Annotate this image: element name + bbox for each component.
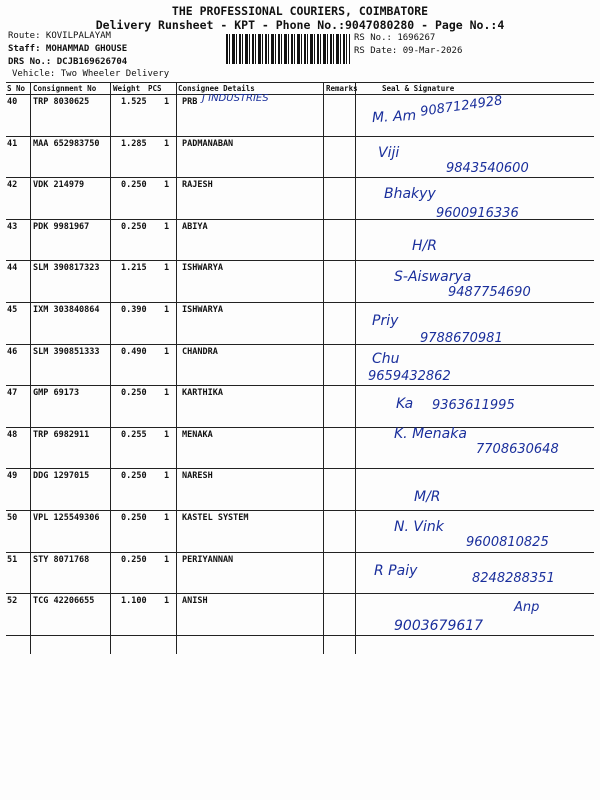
- col-divider: [110, 82, 111, 654]
- col-header-pcs: PCS: [148, 84, 162, 93]
- handwritten-phone-number: 9363611995: [432, 398, 515, 414]
- row-pcs: 1: [164, 97, 170, 107]
- row-sno: 51: [7, 554, 18, 565]
- row-sno: 46: [7, 346, 18, 357]
- row-pcs: 1: [164, 180, 170, 191]
- handwritten-phone-number: 9600810825: [466, 535, 549, 550]
- handwritten-phone-number: Anp: [514, 600, 540, 616]
- row-consignee-name: ISHWARYA: [182, 263, 223, 274]
- row-pcs: 1: [164, 513, 170, 523]
- row-weight: 1.100: [121, 596, 147, 607]
- row-weight: 0.250: [121, 180, 147, 191]
- col-header-weight: Weight: [113, 84, 141, 93]
- row-consignment-no: SLM 390851333: [33, 346, 100, 357]
- row-consignee-name: MENAKA: [182, 429, 213, 440]
- row-consignment-no: STY 8071768: [33, 554, 90, 565]
- row-divider: [6, 552, 594, 553]
- row-consignment-no: TRP 8030625: [33, 97, 90, 107]
- handwritten-signature: N. Vink: [394, 519, 444, 535]
- handwritten-signature: Bhakyy: [384, 186, 436, 203]
- col-divider: [323, 82, 324, 654]
- staff-label: Staff: MOHAMMAD GHOUSE: [8, 44, 128, 54]
- row-consignee-name: CHANDRA: [182, 346, 218, 357]
- row-consignment-no: VPL 125549306: [33, 513, 100, 523]
- row-consignee-name: KASTEL SYSTEM: [182, 513, 249, 523]
- handwritten-signature: K. Menaka: [394, 425, 467, 442]
- row-consignee-name: RAJESH: [182, 180, 213, 191]
- col-header-seal: Seal & Signature: [382, 84, 455, 93]
- row-divider: [6, 344, 594, 345]
- row-sno: 49: [7, 471, 18, 482]
- handwritten-signature: Ka: [396, 396, 414, 413]
- row-divider: [6, 177, 594, 178]
- row-consignment-no: TRP 6982911: [33, 429, 90, 440]
- row-consignee-name: KARTHIKA: [182, 388, 223, 399]
- col-header-consignee: Consignee Details: [178, 84, 255, 93]
- row-sno: 43: [7, 221, 18, 232]
- vehicle-label: Vehicle: Two Wheeler Delivery: [12, 69, 170, 79]
- handwritten-phone-number: 9788670981: [420, 331, 503, 346]
- row-consignee-name: PADMANABAN: [182, 138, 234, 149]
- handwritten-signature: R Paiy: [374, 562, 418, 579]
- row-weight: 0.390: [121, 305, 147, 315]
- row-divider: [6, 510, 594, 511]
- row-consignee-name: PRB: [182, 97, 198, 107]
- handwritten-phone-number: 9659432862: [368, 368, 451, 384]
- row-divider: [6, 427, 594, 428]
- row-divider: [6, 385, 594, 386]
- row-pcs: 1: [164, 138, 170, 149]
- row-divider: [6, 219, 594, 220]
- row-weight: 0.250: [121, 554, 147, 565]
- table-top-rule: [6, 82, 594, 83]
- row-pcs: 1: [164, 221, 170, 232]
- row-divider: [6, 136, 594, 137]
- handwritten-signature: H/R: [412, 237, 437, 254]
- handwritten-signature: Priy: [372, 313, 399, 329]
- runsheet-subtitle: Delivery Runsheet - KPT - Phone No.:9047080280 - Page No.:4: [95, 18, 505, 32]
- rs-date: RS Date: 09-Mar-2026: [354, 46, 463, 56]
- barcode-image: [226, 34, 350, 64]
- row-sno: 42: [7, 180, 18, 191]
- row-consignment-no: VDK 214979: [33, 180, 85, 191]
- row-consignment-no: IXM 303840864: [33, 305, 100, 315]
- row-consignment-no: TCG 42206655: [33, 596, 95, 607]
- col-divider: [30, 82, 31, 654]
- row-sno: 47: [7, 388, 18, 399]
- row-pcs: 1: [164, 263, 170, 274]
- row-consignee-name: ABIYA: [182, 221, 208, 232]
- row-weight: 1.215: [121, 263, 147, 274]
- row-weight: 1.285: [121, 138, 147, 149]
- row-consignment-no: SLM 390817323: [33, 263, 100, 274]
- handwritten-phone-number: 7708630648: [476, 441, 559, 457]
- handwritten-signature: M/R: [414, 489, 441, 506]
- row-consignee-name: ANISH: [182, 596, 208, 607]
- row-divider: [6, 593, 594, 594]
- row-weight: 0.250: [121, 221, 147, 232]
- row-pcs: 1: [164, 388, 170, 399]
- row-pcs: 1: [164, 305, 170, 315]
- row-sno: 48: [7, 429, 18, 440]
- page-title: THE PROFESSIONAL COURIERS, COIMBATORE: [171, 4, 429, 18]
- row-divider: [6, 468, 594, 469]
- row-sno: 40: [7, 97, 18, 107]
- row-divider: [6, 635, 594, 636]
- col-header-sno: S No: [7, 84, 26, 93]
- rs-number: RS No.: 1696267: [354, 33, 436, 43]
- row-weight: 0.490: [121, 346, 147, 357]
- handwritten-phone-number: 9487754690: [448, 285, 531, 301]
- row-consignee-name: PERIYANNAN: [182, 554, 234, 565]
- row-sno: 41: [7, 138, 18, 149]
- handwritten-phone-number: 9087124928: [419, 93, 504, 120]
- handwritten-consignee-note: J INDUSTRIES: [202, 93, 269, 104]
- row-weight: 0.250: [121, 388, 147, 399]
- row-sno: 50: [7, 513, 18, 523]
- row-consignment-no: GMP 69173: [33, 388, 80, 399]
- drs-label: DRS No.: DCJB169626704: [8, 57, 128, 67]
- row-sno: 52: [7, 596, 18, 607]
- row-consignment-no: MAA 652983750: [33, 138, 100, 149]
- row-weight: 1.525: [121, 97, 147, 107]
- row-weight: 0.255: [121, 429, 147, 440]
- row-pcs: 1: [164, 596, 170, 607]
- row-pcs: 1: [164, 471, 170, 482]
- row-consignee-name: ISHWARYA: [182, 305, 223, 315]
- row-pcs: 1: [164, 429, 170, 440]
- row-pcs: 1: [164, 554, 170, 565]
- row-consignment-no: DDG 1297015: [33, 471, 90, 482]
- row-weight: 0.250: [121, 471, 147, 482]
- col-divider: [176, 82, 177, 654]
- handwritten-signature: S-Aiswarya: [394, 269, 472, 286]
- route-label: Route: KOVILPALAYAM: [8, 31, 111, 41]
- row-sno: 45: [7, 305, 18, 315]
- row-weight: 0.250: [121, 513, 147, 523]
- handwritten-phone-number: 9600916336: [436, 206, 519, 222]
- row-consignee-name: NARESH: [182, 471, 213, 482]
- handwritten-signature: M. Am: [371, 107, 417, 127]
- col-header-consignment: Consignment No: [33, 84, 97, 93]
- table-header-rule: [6, 94, 594, 95]
- handwritten-phone-number: 8248288351: [472, 570, 555, 586]
- col-header-remarks: Remarks: [326, 84, 358, 93]
- handwritten-signature: Viji: [378, 144, 400, 161]
- handwritten-phone-number: 9843540600: [446, 160, 529, 176]
- row-divider: [6, 302, 594, 303]
- row-pcs: 1: [164, 346, 170, 357]
- handwritten-signature: Chu: [372, 350, 400, 367]
- row-sno: 44: [7, 263, 18, 274]
- handwritten-signature: 9003679617: [394, 618, 484, 635]
- row-consignment-no: PDK 9981967: [33, 221, 90, 232]
- col-divider: [355, 82, 356, 654]
- row-divider: [6, 260, 594, 261]
